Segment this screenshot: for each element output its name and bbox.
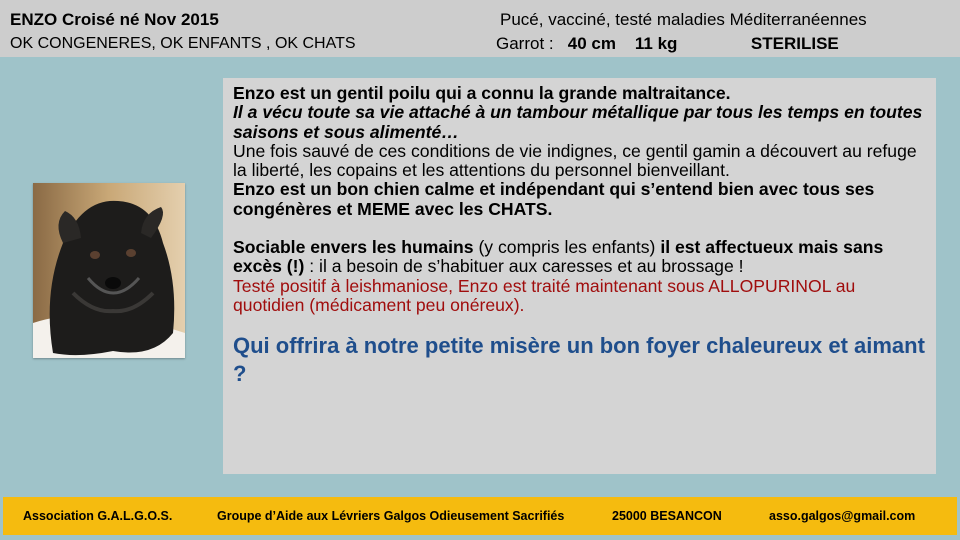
mistreatment-text: Il a vécu toute sa vie attaché à un tambour métallique par tous les temps en toutes saisons et sous alimenté… [233,102,923,142]
size-label: Garrot : [496,34,554,53]
height-value: 40 cm [567,34,616,53]
association-city: 25000 BESANCON [612,509,722,523]
sociability-bold-2: il est affectueux mais sans excès (!) [233,237,884,277]
temperament-text: Enzo est un bon chien calme et indépendant qui s’entend bien avec tous ses congénères et MEME avec les CHATS. [233,179,875,219]
sterilised-badge: STERILISE [750,34,839,53]
intro-text: Enzo est un gentil poilu qui a connu la grande maltraitance. [233,83,731,103]
rescue-text: Une fois sauvé de ces conditions de vie indignes, ce gentil gamin a découvert au refuge la liberté, les copains et les attentions du personnel bienveillant. [233,140,917,181]
dog-photo [33,183,185,358]
adoption-question: Qui offrira à notre petite misère un bon foyer chaleureux et aimant ? [233,333,925,387]
health-warning-text: Testé positif à leishmaniose, Enzo est traité maintenant sous ALLOPURINOL au quotidien (médicament peu onéreux). [233,275,856,315]
association-fullname: Groupe d’Aide aux Lévriers Galgos Odieusement Sacrifiés [217,509,565,523]
association-email[interactable]: asso.galgos@gmail.com [769,509,916,523]
size-line [496,34,839,54]
weight-value: 11 kg [634,34,678,53]
footer-bar [3,497,957,535]
sociability-normal-1: (y compris les enfants) [473,237,661,258]
association-name: Association G.A.L.G.O.S. [23,509,173,523]
sociability-normal-2: : il a besoin de s’habituer aux caresses et au brossage ! [304,256,744,277]
header-bar [0,0,960,57]
sociability-text [233,238,926,277]
dog-title: ENZO Croisé né Nov 2015 [10,10,219,29]
description-box [223,78,936,474]
sociability-bold-1: Sociable envers les humains [233,237,474,258]
compatibility-line: OK CONGENERES, OK ENFANTS , OK CHATS [10,35,356,52]
health-line: Pucé, vacciné, testé maladies Méditerranéennes [500,10,867,29]
dog-photo-image [33,183,185,358]
